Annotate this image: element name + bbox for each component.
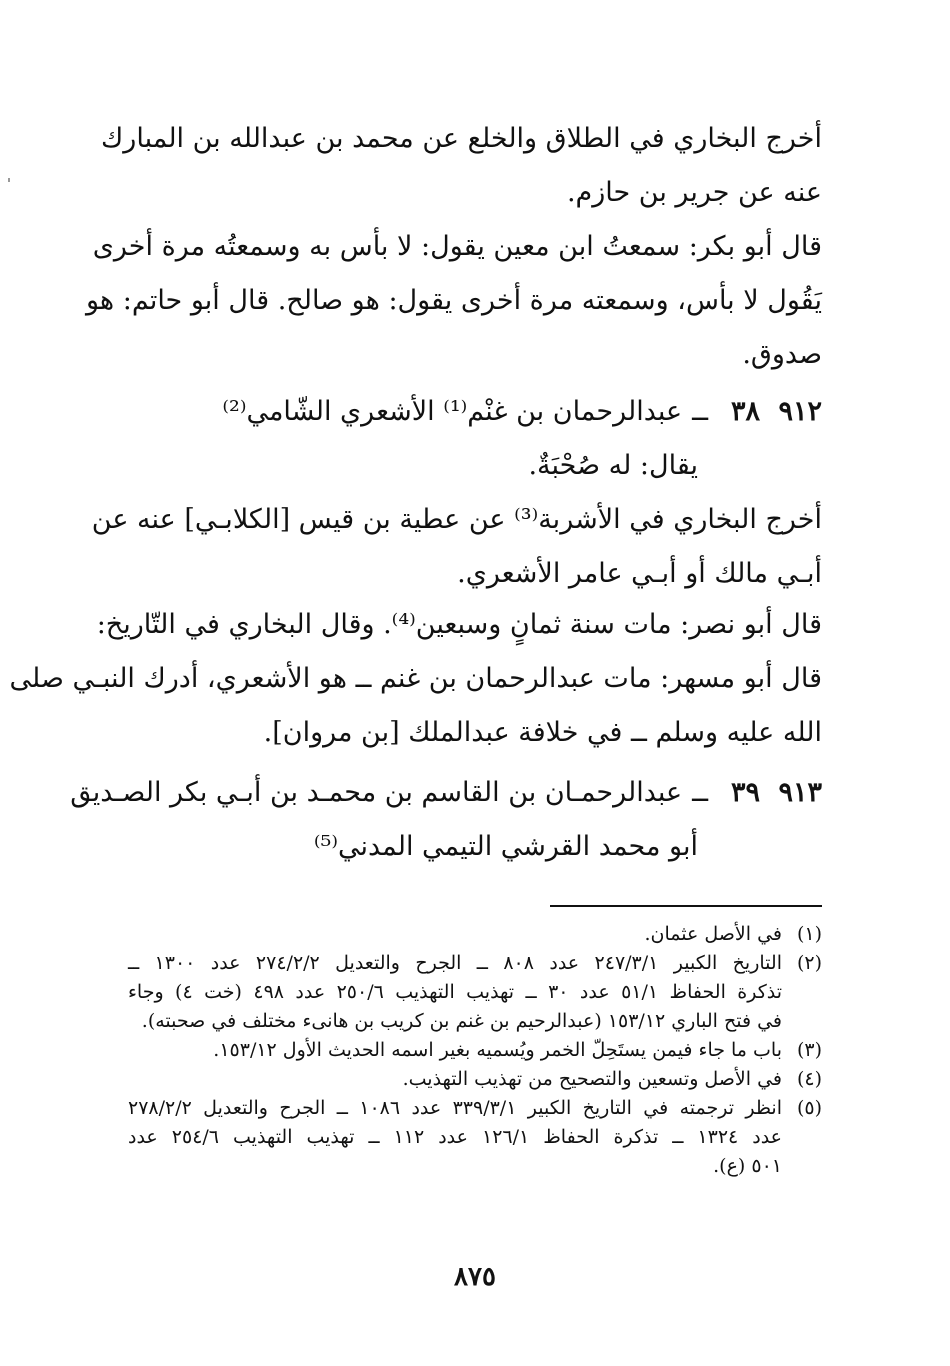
scan-speck: [8, 178, 10, 182]
footnote-line: في الأصل عثمان.: [644, 923, 782, 945]
footnote-line: التاريخ الكبير ٢٤٧/٣/١ عدد ٨٠٨ ــ الجرح والتعديل ٢٧٤/٢/٢ عدد ١٣٠٠ ــ: [128, 952, 782, 974]
entry-sub-number: ٣٩: [730, 777, 760, 808]
entry-dash: ــ: [692, 777, 708, 808]
entry-sub-number: ٣٨: [730, 396, 760, 427]
footnote-text: [128, 920, 782, 949]
page-number: ٨٧٥: [454, 1262, 496, 1292]
text-line: صدوق.: [742, 339, 822, 370]
text-line: عنه عن جرير بن حازم.: [566, 177, 822, 208]
entry-heading: عبدالرحمـان بن القاسم بن محمـد بن أبـي بكر الصـديق: [70, 777, 683, 808]
text-line: الله عليه وسلم ــ في خلافة عبدالملك [بن مروان].: [263, 717, 822, 748]
footnote-number: (٢): [796, 952, 822, 974]
entry-subline: يقال: له صُحْبَةٌ.: [528, 450, 698, 481]
entry-subline: أبو محمد القرشي التيمي المدني⁽⁵⁾: [313, 831, 698, 862]
footnote-5: [128, 1094, 822, 1181]
text-line: قال أبو مسهر: مات عبدالرحمان بن غنم ــ هو الأشعري، أدرك النبـي صلى: [9, 663, 822, 694]
paragraph-abu-nasr: [9, 598, 822, 760]
entry-heading: عبدالرحمان بن غنْم⁽¹⁾ الأشعري الشّامي⁽²⁾: [222, 396, 683, 427]
paragraph-bukhari-talaq: [101, 112, 822, 220]
entry-912: [128, 385, 822, 493]
footnote-number: (١): [796, 923, 822, 945]
footnotes: [128, 920, 822, 1181]
entry-number: ٩١٢: [778, 396, 822, 427]
footnote-text: [128, 949, 782, 1036]
footnote-text: [128, 1065, 782, 1094]
text-line: أخرج البخاري في الأشربة⁽³⁾ عن عطية بن قيس [الكلابـي] عنه عن: [91, 504, 822, 535]
footnote-line: عدد ١٣٢٤ ــ تذكرة الحفاظ ١٢٦/١ عدد ١١٢ ــ تهذيب التهذيب ٢٥٤/٦ عدد: [128, 1126, 783, 1148]
footnote-line: في الأصل وتسعين والتصحيح من تهذيب التهذيب.: [402, 1068, 782, 1090]
paragraph-ashriba: [91, 493, 822, 601]
entry-dash: ــ: [692, 396, 708, 427]
footnote-line: انظر ترجمته في التاريخ الكبير ٣٣٩/٣/١ عدد ١٠٨٦ ــ الجرح والتعديل ٢٧٨/٢/٢: [128, 1097, 782, 1119]
paragraph-abu-bakr: [85, 220, 822, 382]
footnote-line: تذكرة الحفاظ ٥١/١ عدد ٣٠ ــ تهذيب التهذيب ٢٥٠/٦ عدد ٤٩٨ (خت ٤) وجاء: [128, 981, 783, 1003]
footnote-2: [128, 949, 822, 1036]
text-line: يَقُول لا بأس، وسمعته مرة أخرى يقول: هو صالح. قال أبو حاتم: هو: [85, 285, 822, 316]
footnote-number: (٤): [796, 1068, 822, 1090]
footnote-text: [128, 1036, 782, 1065]
footnote-1: [128, 920, 822, 949]
footnote-separator: [550, 905, 822, 907]
footnote-number: (٣): [796, 1039, 822, 1061]
text-line: قال أبو بكر: سمعتُ ابن معين يقول: لا بأس به وسمعتُه مرة أخرى: [92, 231, 822, 262]
footnote-line: ٥٠١ (ع).: [713, 1155, 782, 1177]
text-line: أخرج البخاري في الطلاق والخلع عن محمد بن عبدالله بن المبارك: [101, 123, 822, 154]
footnote-text: [128, 1094, 782, 1181]
text-line: قال أبو نصر: مات سنة ثمانٍ وسبعين⁽⁴⁾. وقال البخاري في التّاريخ:: [96, 609, 822, 640]
footnote-3: [128, 1036, 822, 1065]
footnote-4: [128, 1065, 822, 1094]
text-line: أبـي مالك أو أبـي عامر الأشعري.: [457, 558, 822, 589]
footnote-line: باب ما جاء فيمن يستَحِلّ الخمر ويُسميه بغير اسمه الحديث الأول ١٥٣/١٢.: [213, 1039, 782, 1061]
footnote-line: في فتح الباري ١٥٣/١٢ (عبدالرحيم بن غنم بن كريب بن هانىء مختلف في صحبته).: [141, 1010, 782, 1032]
entry-number: ٩١٣: [778, 777, 822, 808]
footnote-number: (٥): [796, 1097, 822, 1119]
entry-913: [70, 766, 822, 874]
